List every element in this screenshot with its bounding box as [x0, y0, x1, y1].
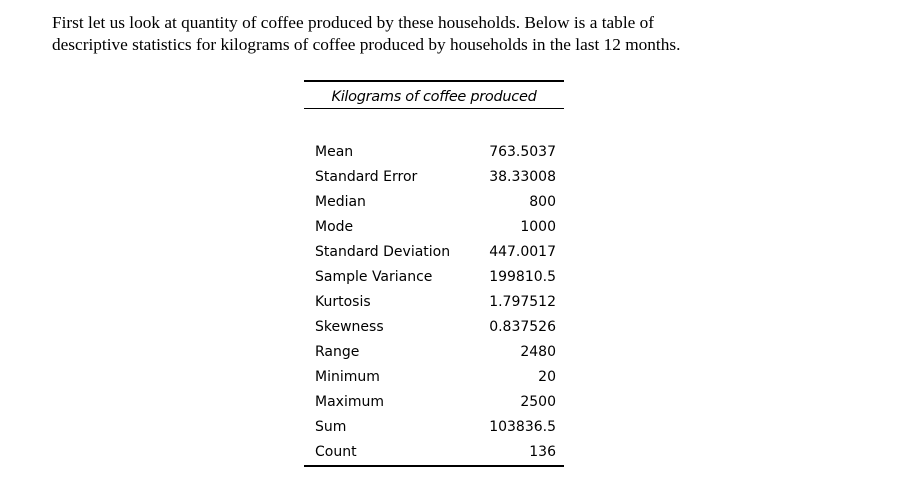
table-header: Kilograms of coffee produced: [304, 82, 564, 109]
intro-line-2: descriptive statistics for kilograms of coffee produced by households in the last 12 months.: [52, 35, 681, 54]
table-bottom-rule: [304, 465, 564, 467]
row-label: Standard Deviation: [315, 244, 451, 260]
table-row: [304, 390, 564, 415]
table-row: [304, 190, 564, 215]
row-value: 20: [538, 369, 556, 385]
table-row: [304, 440, 564, 465]
table-row: [304, 415, 564, 440]
row-value: 2500: [520, 394, 556, 410]
row-label: Standard Error: [315, 169, 418, 185]
row-label: Range: [315, 344, 360, 360]
table-row: [304, 265, 564, 290]
row-label: Count: [315, 444, 357, 460]
row-value: 1.797512: [489, 294, 556, 310]
row-value: 800: [529, 194, 556, 210]
row-value: 38.33008: [489, 169, 556, 185]
table-row: [304, 240, 564, 265]
row-label: Sample Variance: [315, 269, 433, 285]
row-value: 1000: [520, 219, 556, 235]
row-value: 103836.5: [489, 419, 556, 435]
row-label: Maximum: [315, 394, 384, 410]
table-row: [304, 290, 564, 315]
row-label: Minimum: [315, 369, 380, 385]
table-row: [304, 365, 564, 390]
row-value: 0.837526: [489, 319, 556, 335]
intro-line-1: First let us look at quantity of coffee produced by these households. Below is a table of: [52, 13, 654, 32]
descriptive-statistics-table: [304, 80, 564, 467]
table-row: [304, 315, 564, 340]
row-label: Skewness: [315, 319, 384, 335]
table-row: [304, 140, 564, 165]
intro-paragraph: [52, 12, 902, 56]
row-label: Sum: [315, 419, 347, 435]
row-label: Mean: [315, 144, 354, 160]
row-value: 199810.5: [489, 269, 556, 285]
row-value: 447.0017: [489, 244, 556, 260]
table-row: [304, 215, 564, 240]
row-label: Mode: [315, 219, 354, 235]
row-label: Kurtosis: [315, 294, 371, 310]
table-row: [304, 340, 564, 365]
row-value: 136: [529, 444, 556, 460]
row-label: Median: [315, 194, 366, 210]
row-value: 763.5037: [489, 144, 556, 160]
table-row: [304, 165, 564, 190]
row-value: 2480: [520, 344, 556, 360]
